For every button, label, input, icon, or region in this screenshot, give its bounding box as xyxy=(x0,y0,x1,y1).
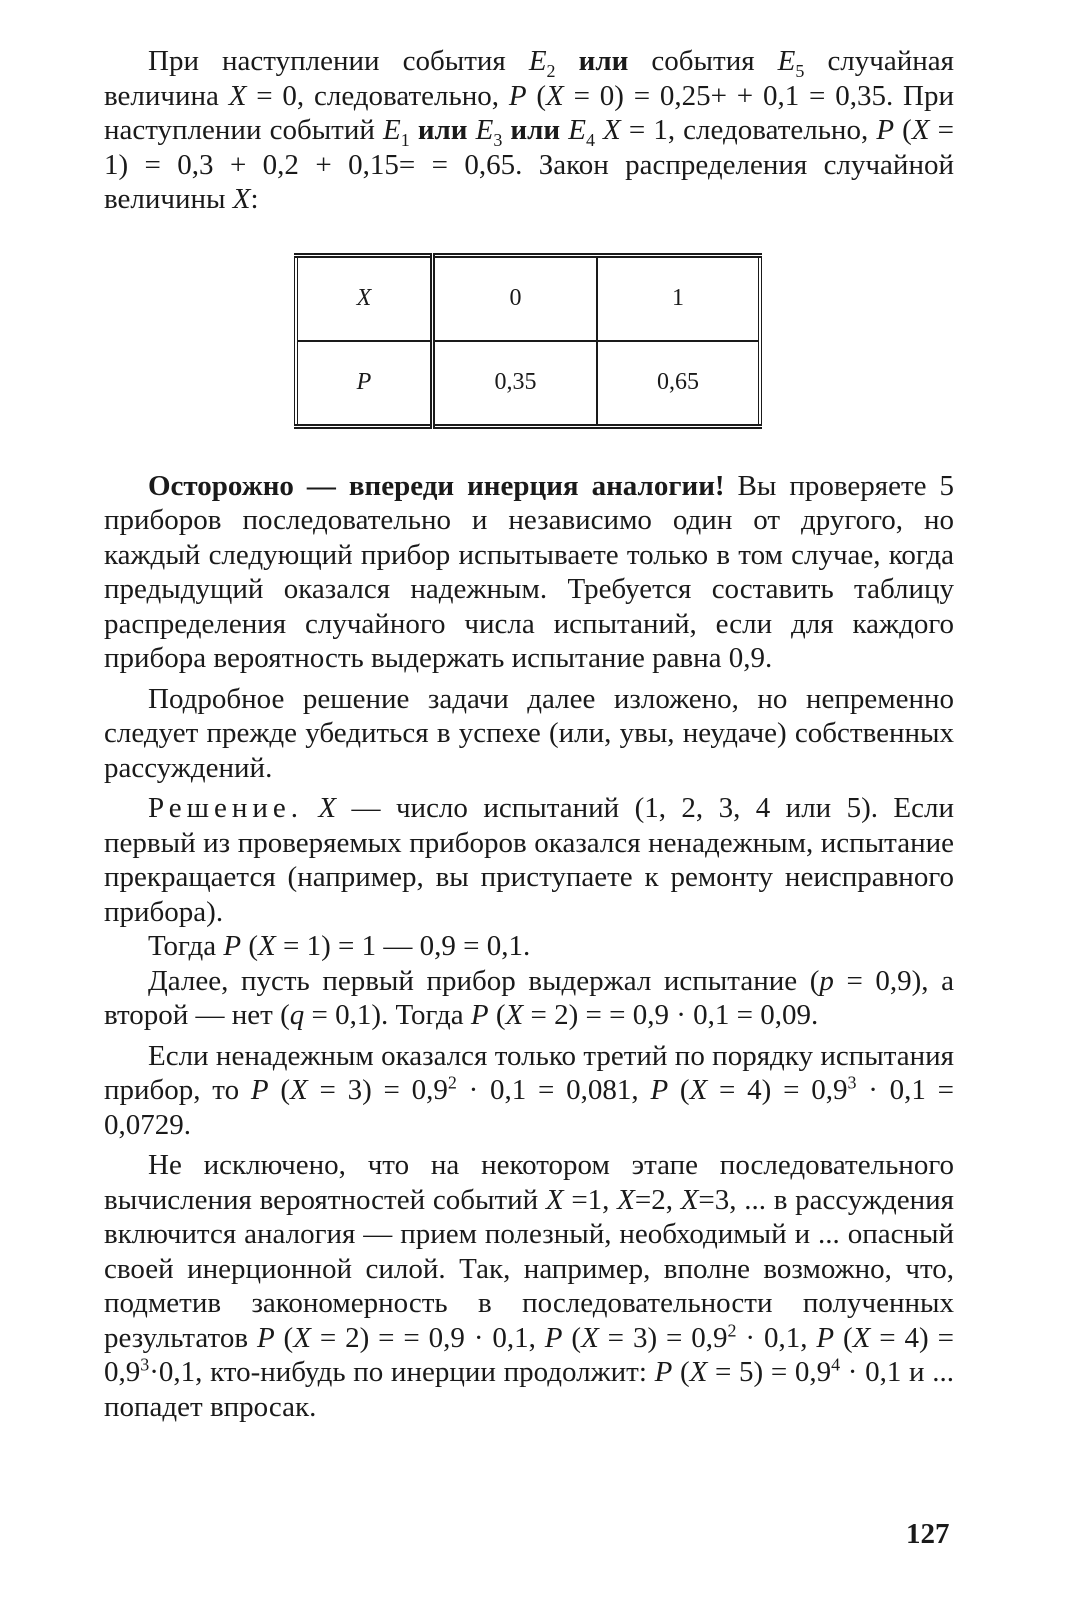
text: ( xyxy=(894,114,912,146)
text: = 3) = 0,9 xyxy=(307,1074,448,1106)
var: P xyxy=(650,1074,669,1106)
distribution-table-wrap xyxy=(294,253,762,429)
text: = 3) = 0,9 xyxy=(598,1321,728,1354)
var: P xyxy=(223,930,242,962)
var: X xyxy=(302,792,337,824)
text: ( xyxy=(526,79,547,112)
var: X xyxy=(293,1321,311,1354)
text: Тогда xyxy=(148,930,224,962)
text: Если ненадежным оказался только третий по порядку испытания прибор, то xyxy=(104,1039,954,1106)
table-cell-label: P xyxy=(296,341,433,427)
text: =1, xyxy=(563,1183,618,1216)
distribution-table xyxy=(294,253,762,429)
text: = 0) = 0,25+ + 0,1 = 0,35. При наступлении событий xyxy=(104,79,954,146)
var: E xyxy=(777,45,796,77)
text: =2, xyxy=(634,1183,681,1216)
var: E xyxy=(528,45,547,77)
var: P xyxy=(654,1356,673,1388)
var: X xyxy=(228,79,247,112)
further-paragraph xyxy=(104,964,954,1033)
text: = 1, следовательно, xyxy=(620,114,877,146)
text: ( xyxy=(488,999,506,1031)
text: · 0,1 и ... попадет впросак. xyxy=(104,1356,954,1423)
text: Далее, пусть первый прибор выдержал испытание ( xyxy=(148,964,820,997)
then-paragraph xyxy=(104,929,954,964)
var: E xyxy=(475,114,494,146)
sup: 3 xyxy=(847,1072,857,1093)
sup: 2 xyxy=(727,1319,737,1340)
text: = 0,1). Тогда xyxy=(304,999,471,1031)
sup: 4 xyxy=(831,1354,841,1375)
conclusion-paragraph xyxy=(104,1148,954,1424)
text: ( xyxy=(672,1356,690,1388)
text: ( xyxy=(668,1074,690,1106)
var: X xyxy=(594,114,621,146)
text: = 2) = = 0,9 · 0,1 = 0,09. xyxy=(523,999,819,1031)
warning-paragraph xyxy=(104,469,954,676)
var: X xyxy=(689,1356,708,1388)
sub: 1 xyxy=(400,129,410,150)
solution-label: Решение. xyxy=(148,792,303,824)
text: ( xyxy=(274,1321,294,1354)
text-bold: или xyxy=(502,114,569,146)
var: P xyxy=(470,999,489,1031)
solution-paragraph xyxy=(104,791,954,929)
sub: 4 xyxy=(585,129,595,150)
table-cell: 0 xyxy=(433,255,598,341)
sup: 2 xyxy=(447,1072,457,1093)
text: ( xyxy=(241,930,259,962)
var: P xyxy=(816,1321,835,1354)
text: ( xyxy=(834,1321,853,1354)
table-cell-label: X xyxy=(296,255,433,341)
var: X xyxy=(680,1183,699,1216)
text: = 4) = 0,9 xyxy=(104,1321,954,1388)
text: · 0,1, xyxy=(736,1321,817,1354)
var: X xyxy=(617,1183,635,1216)
text: ( xyxy=(562,1321,582,1354)
var: X xyxy=(290,1074,308,1106)
text: = 0, следовательно, xyxy=(246,79,509,112)
table-cell: 0,65 xyxy=(657,369,700,395)
warning-heading: Осторожно — впереди инерция аналогии! xyxy=(148,469,725,502)
text: — число испытаний (1, 2, 3, 4 или 5). Если первый из проверяемых приборов оказался ненадежным, испытание прекращается (например, вы приступаете к ремонту неисправного прибора). xyxy=(104,792,955,928)
var: P xyxy=(876,114,895,146)
var: X xyxy=(689,1074,708,1106)
text: При наступлении события xyxy=(148,45,529,77)
text: события xyxy=(651,45,778,77)
text: ·0,1, кто-нибудь по инерции продолжит: xyxy=(149,1356,655,1388)
third-paragraph xyxy=(104,1039,954,1143)
var: X xyxy=(911,114,930,146)
sub: 5 xyxy=(795,60,805,81)
var: p xyxy=(819,964,834,997)
text-bold: или xyxy=(409,114,476,146)
var: X xyxy=(545,1183,564,1216)
var: P xyxy=(544,1321,563,1354)
page-number: 127 xyxy=(906,1518,950,1550)
table-cell: 1 xyxy=(597,255,760,341)
text: = 4) = 0,9 xyxy=(707,1074,848,1106)
var: q xyxy=(289,999,305,1031)
text: ( xyxy=(268,1074,290,1106)
var: P xyxy=(508,79,527,112)
sup: 3 xyxy=(140,1354,150,1375)
var: P xyxy=(256,1321,275,1354)
var: X xyxy=(258,930,276,962)
sub: 3 xyxy=(493,129,503,150)
var: X xyxy=(581,1321,599,1354)
text: =3, ... в рассуждения включится аналогия — прием полезный, необходимый и ... опасный своей инерционной силой. Так, например, вполне возможно, что, подметив закономерность в последовательности полученных результатов xyxy=(104,1183,955,1354)
text: Не исключено, что на некотором этапе последовательного вычисления вероятностей событий xyxy=(104,1149,954,1216)
text: = 0,9), а второй — нет ( xyxy=(104,964,954,1031)
text: = 5) = 0,9 xyxy=(707,1356,832,1388)
text: · 0,1 = 0,0729. xyxy=(104,1074,954,1141)
text: · 0,1 = 0,081, xyxy=(456,1074,651,1106)
text: = 1) = 1 — 0,9 = 0,1. xyxy=(275,930,531,962)
text: = 2) = = 0,9 · 0,1, xyxy=(310,1321,545,1354)
table-row xyxy=(296,255,760,341)
var: X xyxy=(546,79,564,112)
table-cell: 0,35 xyxy=(433,341,598,427)
text: : xyxy=(250,183,259,215)
var: X xyxy=(232,183,251,215)
text-bold: или xyxy=(555,45,652,77)
text: Вы проверяете 5 приборов последовательно и независимо один от другого, но каждый следующий прибор испытываете только в том случае, когда предыдущий оказался надежным. Требуется составить таблицу распределения случайного числа испытаний, если для каждого прибора вероятность выдержать испытание равна 0,9. xyxy=(104,469,954,674)
text: = 1) = 0,3 + 0,2 + 0,15= = 0,65. Закон распределения случайной величины xyxy=(104,114,954,215)
var: P xyxy=(250,1074,269,1106)
var: E xyxy=(568,114,586,146)
table-row xyxy=(296,341,760,427)
var: X xyxy=(852,1321,871,1354)
intro-paragraph xyxy=(104,44,954,217)
sub: 2 xyxy=(546,60,556,81)
var: E xyxy=(383,114,401,146)
var: X xyxy=(505,999,524,1031)
note-paragraph: Подробное решение задачи далее изложено, но непременно следует прежде убедиться в успехе (или, увы, неудаче) собственных рассуждений. xyxy=(104,682,954,784)
text: случайная величина xyxy=(104,45,954,112)
